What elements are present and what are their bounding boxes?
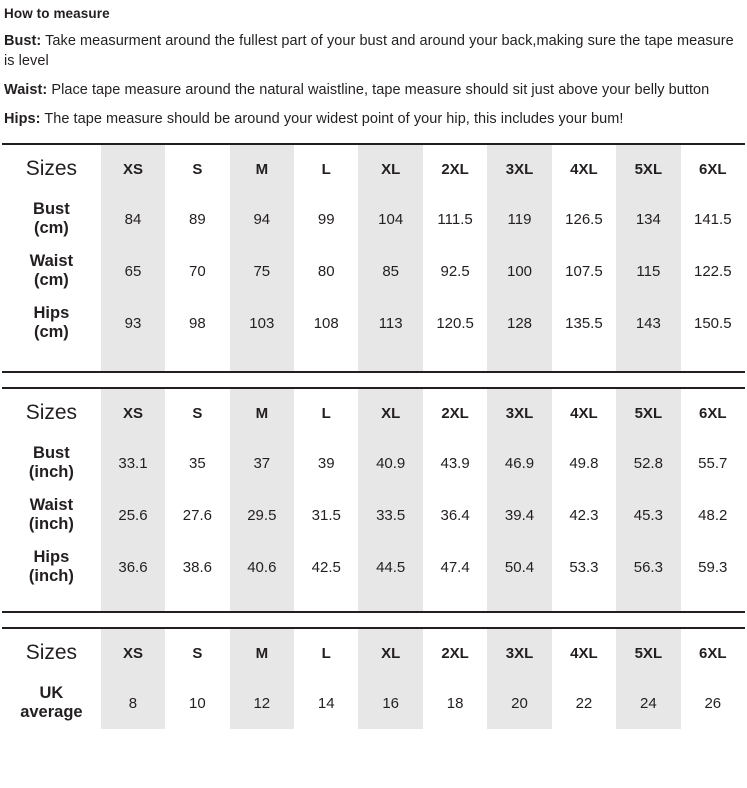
cell-bust-inch-2xl: 43.9 [423,437,487,489]
measure-line-hips [4,109,739,129]
row-label-unit: (cm) [33,219,69,237]
cell-hips-inch-s: 38.6 [165,541,229,593]
table-header-size-l: L [294,388,358,437]
table-header-size-3xl: 3XL [487,144,551,193]
cell-hips-cm-6xl: 150.5 [681,297,745,349]
cell-hips-inch-l: 42.5 [294,541,358,593]
cell-uk-3xl: 20 [487,677,551,729]
measure-line-bust [4,31,739,71]
cell-hips-cm-s: 98 [165,297,229,349]
cell-hips-inch-xs: 36.6 [101,541,165,593]
cell-bust-inch-m: 37 [230,437,294,489]
cell-bust-cm-s: 89 [165,193,229,245]
cell-waist-cm-xl: 85 [358,245,422,297]
row-label-bust-cm [2,193,101,245]
cell-waist-cm-4xl: 107.5 [552,245,616,297]
table-header-size-l: L [294,144,358,193]
table-header-size-xl: XL [358,144,422,193]
cell-bust-cm-l: 99 [294,193,358,245]
table-header-size-xs: XS [101,144,165,193]
spacer-cell [2,593,101,612]
cell-waist-cm-m: 75 [230,245,294,297]
row-label-name: Waist [29,496,74,514]
cell-uk-5xl: 24 [616,677,680,729]
row-label-bust-inch [2,437,101,489]
table-header-sizes: Sizes [2,144,101,193]
spacer-cell [681,349,745,372]
cell-hips-inch-5xl: 56.3 [616,541,680,593]
table-row [2,245,745,297]
table-header-size-4xl: 4XL [552,144,616,193]
cell-bust-cm-xs: 84 [101,193,165,245]
cell-hips-cm-xs: 93 [101,297,165,349]
table-header-row [2,144,745,193]
cell-uk-s: 10 [165,677,229,729]
cell-bust-inch-5xl: 52.8 [616,437,680,489]
cell-hips-inch-3xl: 50.4 [487,541,551,593]
cell-waist-cm-s: 70 [165,245,229,297]
size-table-cm [2,143,745,373]
row-label-hips-inch [2,541,101,593]
size-table-uk-block [0,627,747,729]
table-row [2,677,745,729]
cell-uk-4xl: 22 [552,677,616,729]
spacer-cell [230,593,294,612]
table-row [2,489,745,541]
cell-waist-cm-l: 80 [294,245,358,297]
spacer-cell [165,593,229,612]
cell-waist-cm-2xl: 92.5 [423,245,487,297]
spacer-cell [681,593,745,612]
cell-waist-inch-4xl: 42.3 [552,489,616,541]
cell-uk-xs: 8 [101,677,165,729]
spacer-cell [165,349,229,372]
cell-waist-inch-3xl: 39.4 [487,489,551,541]
cell-waist-cm-3xl: 100 [487,245,551,297]
cell-hips-inch-6xl: 59.3 [681,541,745,593]
cell-bust-inch-6xl: 55.7 [681,437,745,489]
spacer-cell [423,593,487,612]
row-label-uk-average [2,677,101,729]
spacer-cell [101,593,165,612]
table-header-size-5xl: 5XL [616,144,680,193]
measure-text-bust: Take measurment around the fullest part of your bust and around your back,making sure the tape measure is level [4,33,734,69]
spacer-cell [616,349,680,372]
row-label-name: Bust [33,444,70,462]
table-header-size-xl: XL [358,628,422,677]
spacer-cell [358,593,422,612]
cell-hips-inch-2xl: 47.4 [423,541,487,593]
cell-uk-m: 12 [230,677,294,729]
cell-bust-cm-xl: 104 [358,193,422,245]
measure-line-waist [4,80,739,100]
size-table-inch-block [0,387,747,613]
cell-hips-cm-xl: 113 [358,297,422,349]
cell-bust-inch-xs: 33.1 [101,437,165,489]
measure-term-bust: Bust: [4,33,42,49]
row-label-unit: (inch) [28,463,74,481]
spacer-cell [487,349,551,372]
cell-waist-inch-6xl: 48.2 [681,489,745,541]
cell-hips-cm-5xl: 143 [616,297,680,349]
table-header-size-m: M [230,144,294,193]
cell-hips-cm-3xl: 128 [487,297,551,349]
measure-text-waist: Place tape measure around the natural waistline, tape measure should sit just above your belly button [47,82,710,98]
table-header-size-3xl: 3XL [487,628,551,677]
row-label-waist-cm [2,245,101,297]
page-title: How to measure [4,6,110,21]
table-header-size-2xl: 2XL [423,388,487,437]
row-label-unit: average [20,703,83,721]
table-header-size-5xl: 5XL [616,628,680,677]
table-header-size-s: S [165,388,229,437]
spacer-cell [552,349,616,372]
table-row [2,437,745,489]
row-label-name: Waist [29,252,74,270]
cell-hips-inch-m: 40.6 [230,541,294,593]
table-header-size-l: L [294,628,358,677]
cell-uk-xl: 16 [358,677,422,729]
spacer-cell [294,349,358,372]
row-label-unit: (inch) [28,567,74,585]
cell-waist-inch-s: 27.6 [165,489,229,541]
cell-uk-l: 14 [294,677,358,729]
cell-hips-cm-l: 108 [294,297,358,349]
cell-bust-cm-6xl: 141.5 [681,193,745,245]
table-header-sizes: Sizes [2,388,101,437]
row-label-name: Hips [33,304,70,322]
table-header-row [2,628,745,677]
table-header-size-m: M [230,628,294,677]
table-header-size-xs: XS [101,628,165,677]
table-header-size-4xl: 4XL [552,388,616,437]
table-header-size-3xl: 3XL [487,388,551,437]
cell-uk-2xl: 18 [423,677,487,729]
row-label-hips-cm [2,297,101,349]
row-label-name: UK [39,684,64,702]
table-row [2,541,745,593]
cell-bust-inch-4xl: 49.8 [552,437,616,489]
cell-waist-inch-5xl: 45.3 [616,489,680,541]
table-header-row [2,388,745,437]
table-header-size-m: M [230,388,294,437]
cell-bust-cm-2xl: 111.5 [423,193,487,245]
table-spacer-row [2,349,745,372]
spacer-cell [487,593,551,612]
cell-waist-cm-xs: 65 [101,245,165,297]
table-header-size-s: S [165,144,229,193]
table-row [2,297,745,349]
table-header-size-xs: XS [101,388,165,437]
table-header-size-xl: XL [358,388,422,437]
spacer-cell [2,349,101,372]
table-header-size-6xl: 6XL [681,628,745,677]
table-header-sizes: Sizes [2,628,101,677]
cell-bust-cm-3xl: 119 [487,193,551,245]
cell-waist-inch-l: 31.5 [294,489,358,541]
size-table-inch [2,387,745,613]
row-label-name: Hips [33,548,70,566]
row-label-unit: (cm) [33,323,69,341]
table-row [2,193,745,245]
spacer-cell [230,349,294,372]
cell-bust-inch-s: 35 [165,437,229,489]
cell-hips-inch-xl: 44.5 [358,541,422,593]
table-header-size-4xl: 4XL [552,628,616,677]
cell-bust-inch-xl: 40.9 [358,437,422,489]
cell-waist-cm-6xl: 122.5 [681,245,745,297]
spacer-cell [423,349,487,372]
cell-waist-inch-2xl: 36.4 [423,489,487,541]
cell-uk-6xl: 26 [681,677,745,729]
row-label-unit: (cm) [33,271,69,289]
table-header-size-6xl: 6XL [681,388,745,437]
table-header-size-2xl: 2XL [423,144,487,193]
row-label-unit: (inch) [28,515,74,533]
cell-waist-cm-5xl: 115 [616,245,680,297]
table-header-size-5xl: 5XL [616,388,680,437]
cell-waist-inch-xs: 25.6 [101,489,165,541]
measure-term-hips: Hips: [4,111,41,127]
spacer-cell [101,349,165,372]
spacer-cell [616,593,680,612]
size-table-uk [2,627,745,729]
how-to-measure-section [0,0,747,129]
spacer-cell [552,593,616,612]
table-spacer-row [2,593,745,612]
cell-bust-cm-5xl: 134 [616,193,680,245]
cell-hips-cm-m: 103 [230,297,294,349]
row-label-waist-inch [2,489,101,541]
table-header-size-s: S [165,628,229,677]
table-header-size-6xl: 6XL [681,144,745,193]
row-label-name: Bust [33,200,70,218]
cell-hips-cm-4xl: 135.5 [552,297,616,349]
cell-hips-inch-4xl: 53.3 [552,541,616,593]
table-header-size-2xl: 2XL [423,628,487,677]
spacer-cell [358,349,422,372]
size-table-cm-block [0,143,747,373]
cell-waist-inch-xl: 33.5 [358,489,422,541]
cell-bust-inch-3xl: 46.9 [487,437,551,489]
cell-bust-cm-4xl: 126.5 [552,193,616,245]
cell-bust-cm-m: 94 [230,193,294,245]
cell-bust-inch-l: 39 [294,437,358,489]
measure-term-waist: Waist: [4,82,48,98]
cell-hips-cm-2xl: 120.5 [423,297,487,349]
cell-waist-inch-m: 29.5 [230,489,294,541]
measure-text-hips: The tape measure should be around your widest point of your hip, this includes your bum! [40,111,624,127]
spacer-cell [294,593,358,612]
